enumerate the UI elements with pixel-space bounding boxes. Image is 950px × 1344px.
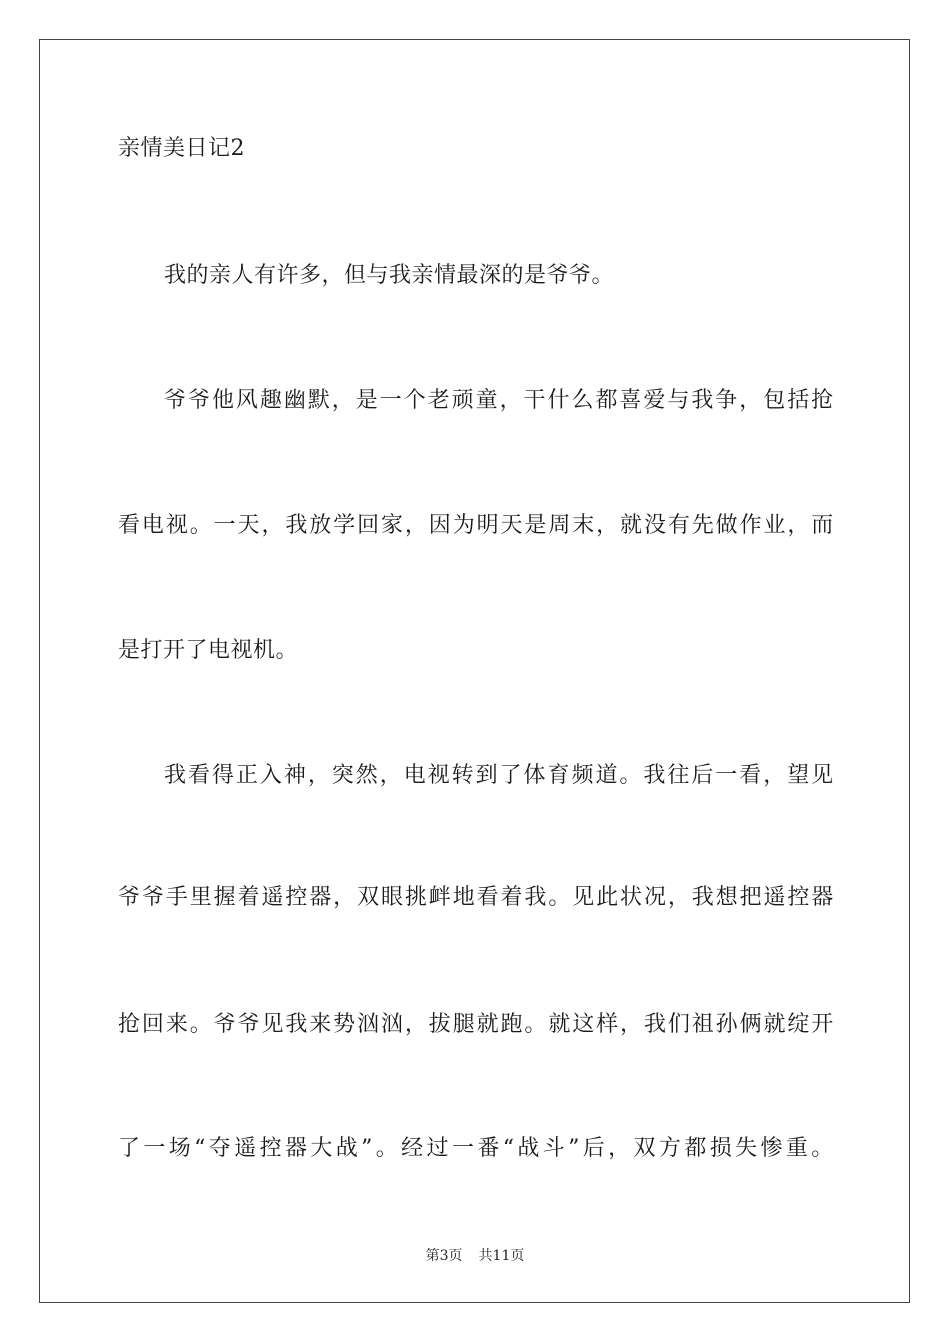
paragraph-line: 爷 爷 他 风 趣 幽 默 ， 是 一 个 老 顽 童 ， 干 什 么 都 喜 爱 与 我 争 ， 包 括 抢 bbox=[164, 388, 834, 413]
paragraph-line: 我 看 得 正 入 神 ， 突 然 ， 电 视 转 到 了 体 育 频 道 。 我 往 后 一 看 ， 望 见 bbox=[164, 763, 834, 788]
paragraph-line: 爷 爷 手 里 握 着 遥 控 器 ， 双 眼 挑 衅 地 看 着 我 。 见 此 状 况 ， 我 想 把 遥 控 器 bbox=[118, 885, 834, 910]
page-number: 第3页 bbox=[425, 1248, 463, 1264]
paragraph-line: 了 一 场 “ 夺 遥 控 器 大 战 ” 。 经 过 一 番 “ 战 斗 ” 后 ， 双 方 都 损 失 惨 重 。 bbox=[118, 1136, 834, 1161]
paragraph-line: 看 电 视 。 一 天 ， 我 放 学 回 家 ， 因 为 明 天 是 周 末 ， 就 没 有 先 做 作 业 ， 而 bbox=[118, 513, 834, 538]
page-footer bbox=[0, 1247, 950, 1265]
paragraph-line: 抢 回 来 。 爷 爷 见 我 来 势 汹 汹 ， 拔 腿 就 跑 。 就 这 样 ， 我 们 祖 孙 俩 就 绽 开 bbox=[118, 1012, 834, 1037]
paragraph-line: 我的亲人有许多，但与我亲情最深的是爷爷。 bbox=[164, 263, 615, 288]
page-total: 共11页 bbox=[478, 1248, 525, 1264]
page-border bbox=[39, 39, 910, 1303]
paragraph-line: 是打开了电视机。 bbox=[118, 638, 299, 663]
document-title: 亲情美日记2 bbox=[118, 136, 245, 161]
